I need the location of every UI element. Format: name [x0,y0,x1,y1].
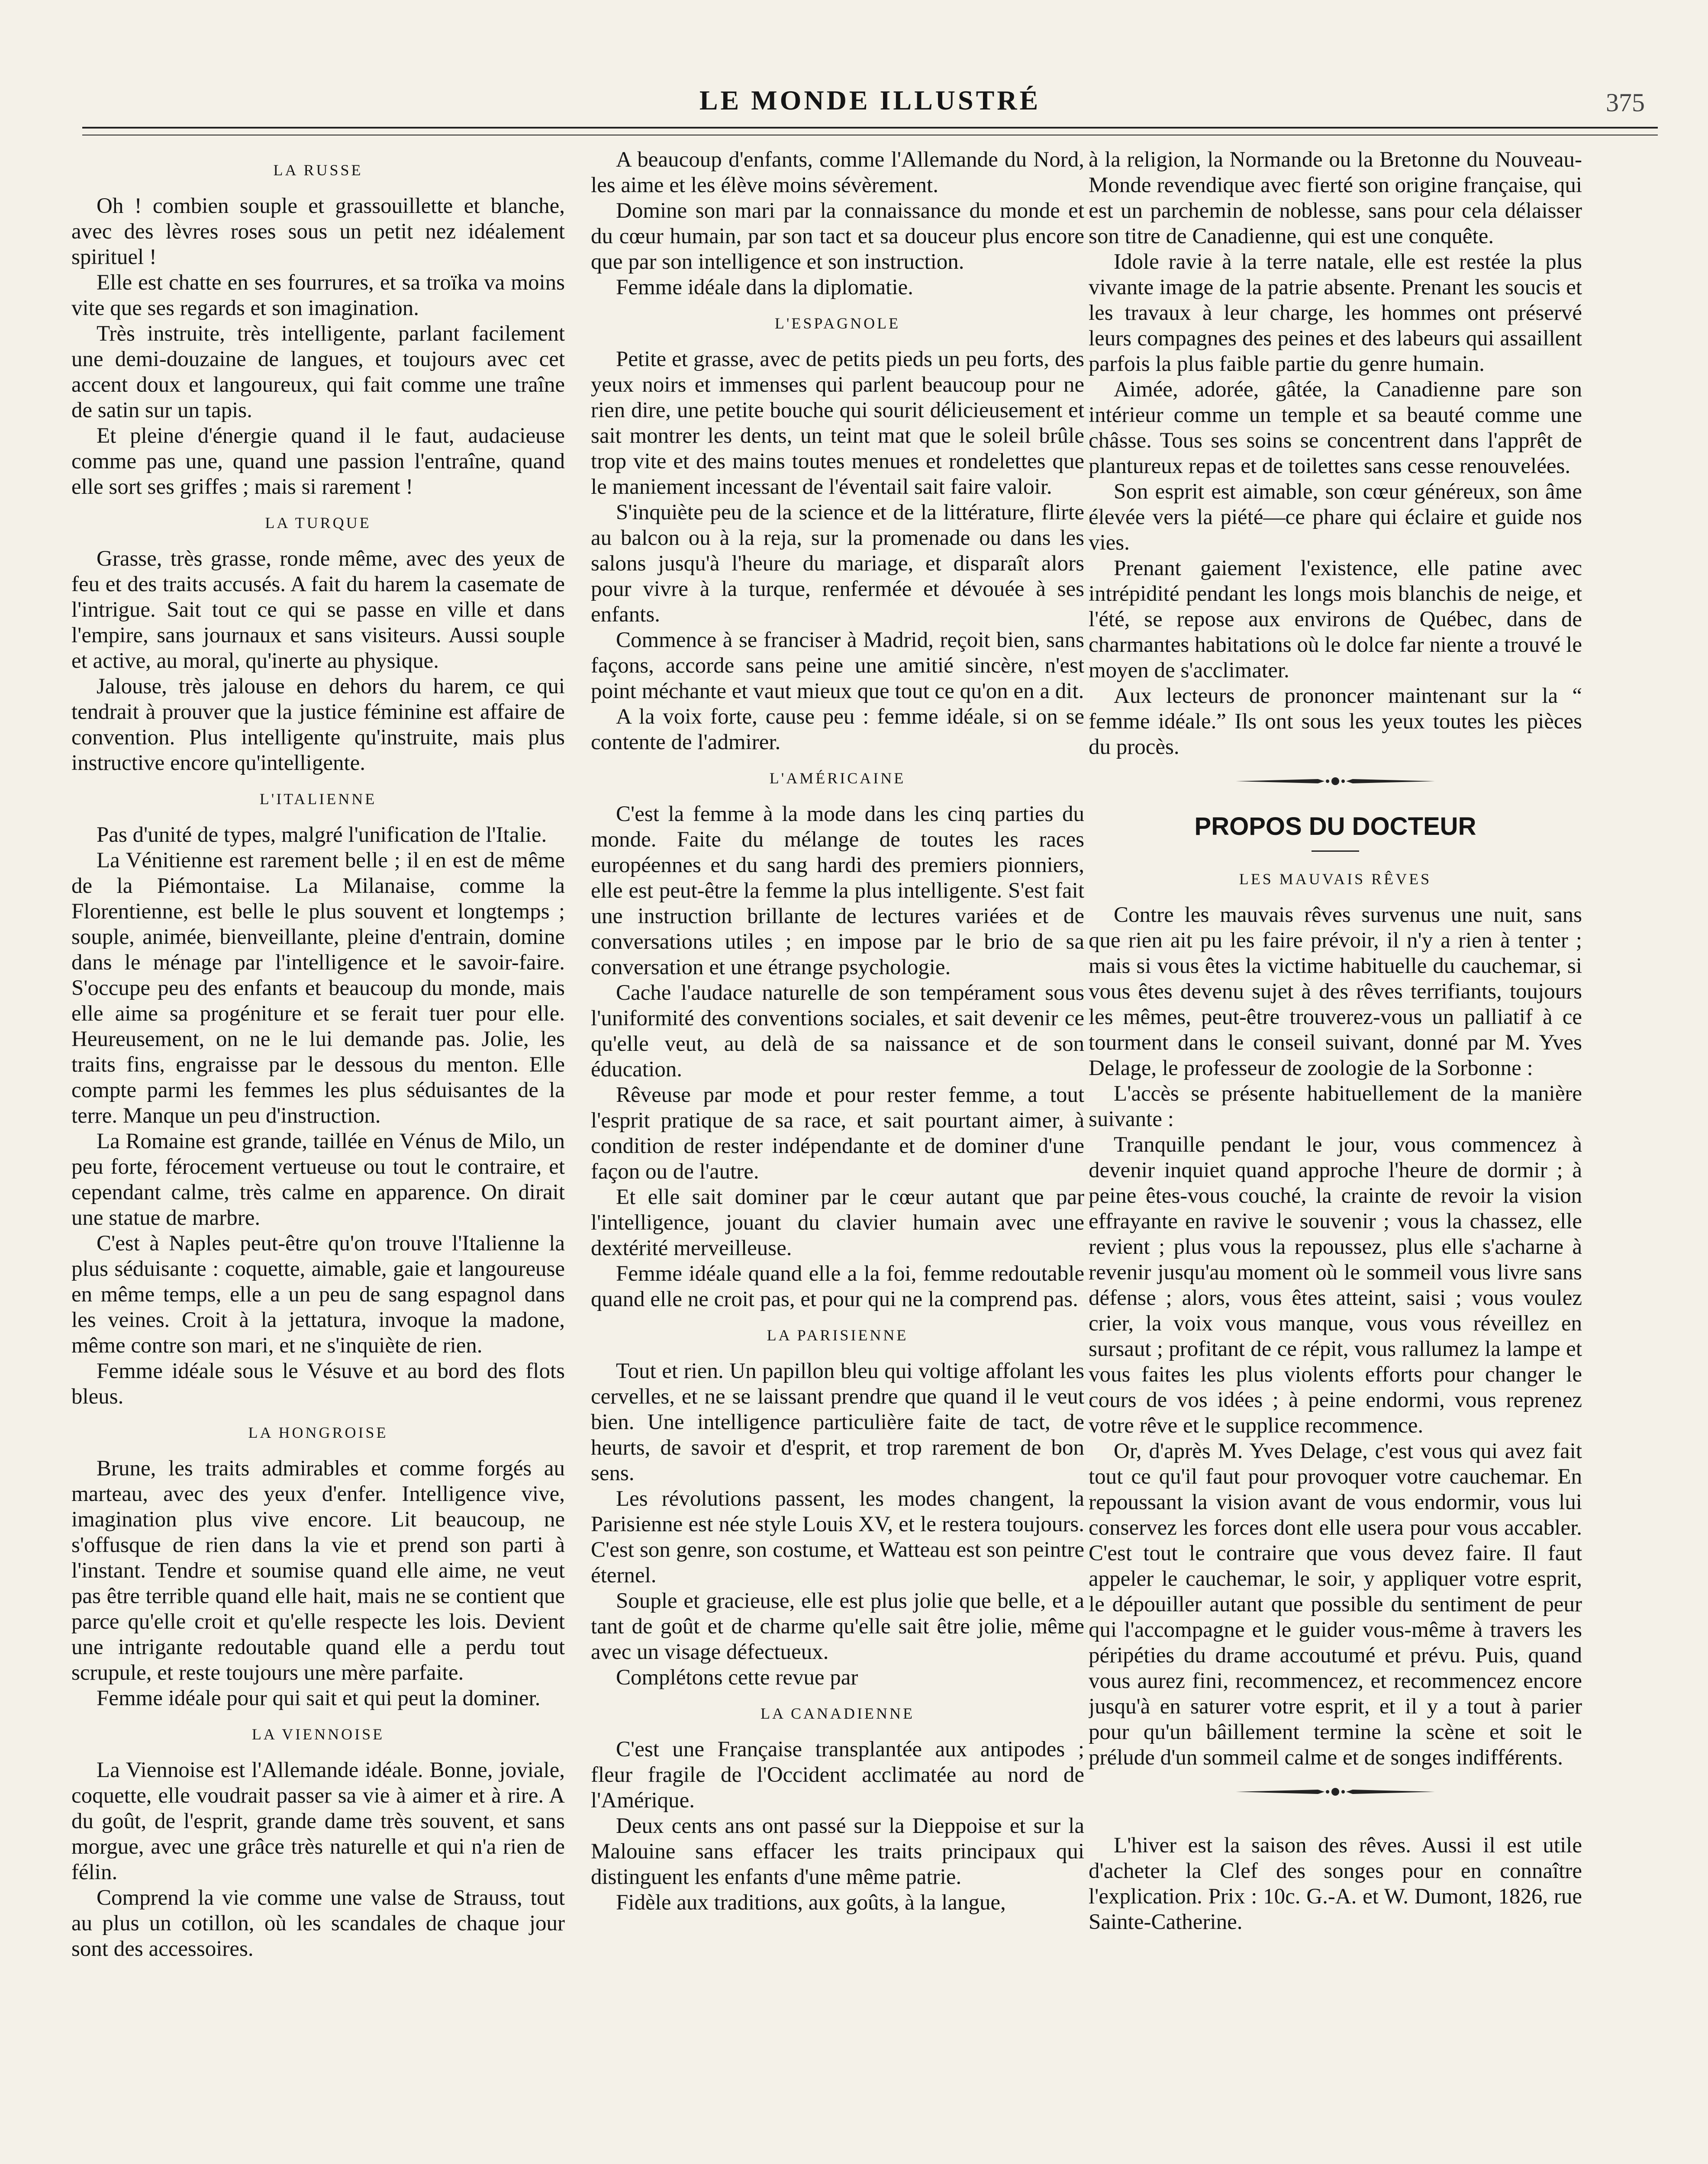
paragraph: Deux cents ans ont passé sur la Dieppoise et sur la Malouine sans effacer les traits principaux qui distinguent les enfants d'une même patrie. [591,1814,1084,1889]
paragraph: Les révolutions passent, les modes changent, la Parisienne est née style Louis XV, et le restera toujours. C'est son genre, son costume, et Watteau est son peintre éternel. [591,1487,1084,1588]
ornament-divider-icon [1236,1785,1435,1798]
paragraph: Et elle sait dominer par le cœur autant que par l'intelligence, jouant du clavier humain avec une dextérité merveilleuse. [591,1185,1084,1260]
paragraph: La Vénitienne est rarement belle ; il en est de même de la Piémontaise. La Milanaise, comme la Florentienne, est belle le plus souvent et longtemps ; souple, animée, bienveillante, pleine d'entrain, domine dans le ménage par l'intelligence et le savoir-faire. S'occupe peu des enfants et beaucoup du monde, mais elle aime sa progéniture et se ferait tuer pour elle. Heureusement, on ne le lui demande pas. Jolie, les traits fins, engraisse par le dessous du menton. Elle compte parmi les femmes les plus séduisantes de la terre. Manque un peu d'instruction. [71,848,565,1128]
paragraph: Pas d'unité de types, malgré l'unification de l'Italie. [97,823,547,847]
section-heading-russe: LA RUSSE [273,161,363,179]
section-heading-docteur: PROPOS DU DOCTEUR [1194,812,1476,840]
paragraph: Et pleine d'énergie quand il le faut, audacieuse comme pas une, quand une passion l'entraîne, quand elle sort ses griffes ; mais si rarement ! [71,424,565,499]
paragraph: à la religion, la Normande ou la Bretonne du Nouveau-Monde revendique avec fierté son origine française, qui est un parchemin de noblesse, sans pour cela délaisser son titre de Canadienne, qui est une conquête. [1089,148,1582,248]
ornament-divider [1089,775,1582,805]
section-heading-hongroise: LA HONGROISE [248,1424,388,1441]
paragraph: Femme idéale dans la diplomatie. [616,275,913,299]
paragraph: Aimée, adorée, gâtée, la Canadienne pare son intérieur comme un temple et sa beauté comme une châsse. Tous ses soins se concentrent dans l'apprêt de plantureux repas et de toilettes sans cesse renouvelées. [1089,377,1582,478]
paragraph: Brune, les traits admirables et comme forgés au marteau, avec des yeux d'enfer. Intelligence vive, imagination plus vive encore. Lit beaucoup, ne s'offusque de rien dans la vie et prend son parti à l'instant. Tendre et soumise quand elle aime, ne veut pas être terrible quand elle hait, mais ne se contient que parce qu'elle croit et qu'elle respecte les lois. Devient une intrigante redoutable quand elle a perdu tout scrupule, et reste toujours une mère parfaite. [71,1456,565,1685]
paragraph: C'est la femme à la mode dans les cinq parties du monde. Faite du mélange de toutes les races européennes et du sang hardi des premiers pionniers, elle est peut-être la femme la plus intelligente. S'est fait une instruction brillante de lectures variées et de conversations utiles ; en impose par le brio de sa conversation et une étrange psychologie. [591,802,1084,979]
column-1 [71,147,565,2164]
paragraph: Femme idéale quand elle a la foi, femme redoutable quand elle ne croit pas, et pour qui ne la comprend pas. [591,1262,1084,1311]
ornament-divider [1089,1785,1582,1816]
paragraph: La Viennoise est l'Allemande idéale. Bonne, joviale, coquette, elle voudrait passer sa vie à aimer et à rire. A du goût, de l'esprit, grande dame très souvent, et sans morgue, avec une grâce très naturelle et qui n'a rien de félin. [71,1758,565,1884]
paragraph: Rêveuse par mode et pour rester femme, a tout l'esprit pratique de sa race, et sait pourtant aimer, à condition de rester indépendante et de dominer d'une façon ou de l'autre. [591,1083,1084,1184]
paragraph: Contre les mauvais rêves survenus une nuit, sans que rien ait pu les faire prévoir, il n'y a rien à tenter ; mais si vous êtes la victime habituelle du cauchemar, si vous êtes devenu sujet à des rêves terrifiants, toujours les mêmes, peut-être trouverez-vous un palliatif à ce tourment dans le conseil suivant, donné par M. Yves Delage, le professeur de zoologie de la Sorbonne : [1089,903,1582,1080]
paragraph: Tranquille pendant le jour, vous commencez à devenir inquiet quand approche l'heure de dormir ; à peine êtes-vous couché, la crainte de revoir la vision effrayante en ravive le souvenir ; vous la chassez, elle revient ; plus vous la repoussez, plus elle s'acharne à revenir jusqu'au moment où le sommeil vous livre sans défense ; alors, vous êtes atteint, saisi ; vous voulez crier, la voix vous manque, vous vous réveillez en sursaut ; profitant de ce répit, vous rallumez la lampe et vous faites les plus violents efforts pour changer le cours de vos idées ; à peine endormi, vous reprenez votre rêve et le supplice recommence. [1089,1133,1582,1438]
paragraph: A beaucoup d'enfants, comme l'Allemande du Nord, les aime et les élève moins sévèrement. [591,148,1084,197]
paragraph: L'accès se présente habituellement de la manière suivante : [1089,1082,1582,1131]
page-header [82,84,1658,122]
paragraph: La Romaine est grande, taillée en Vénus de Milo, un peu forte, férocement vertueuse ou tout le contraire, et cependant calme, très calme en apparence. On dirait une statue de marbre. [71,1129,565,1230]
sub-heading-mauvais-reves: LES MAUVAIS RÊVES [1239,870,1432,888]
paragraph: Fidèle aux traditions, aux goûts, à la langue, [616,1890,1006,1915]
paragraph: Prenant gaiement l'existence, elle patine avec intrépidité pendant les longs mois blanchis de neige, et l'été, se repose aux environs de Québec, dans de charmantes habitations où le dolce far niente a trouvé le moyen de s'acclimater. [1089,556,1582,683]
section-heading-italienne: L'ITALIENNE [259,790,377,808]
paragraph: Très instruite, très intelligente, parlant facilement une demi-douzaine de langues, et toujours avec cet accent doux et langoureux, qui fait comme une traîne de satin sur un tapis. [71,322,565,422]
column-3 [1089,147,1582,2164]
paragraph: Commence à se franciser à Madrid, reçoit bien, sans façons, accorde sans peine une amitié sincère, n'est point méchante et vaut mieux que tout ce qu'on en a dit. [591,628,1084,703]
paragraph: Comprend la vie comme une valse de Strauss, tout au plus un cotillon, où les scandales de chaque jour sont des accessoires. [71,1886,565,1961]
section-heading-viennoise: LA VIENNOISE [251,1726,385,1743]
paragraph: Grasse, très grasse, ronde même, avec des yeux de feu et des traits accusés. A fait du harem la casemate de l'intrigue. Sait tout ce qui se passe en ville et dans l'empire, sans journaux et sans visiteurs. Aussi souple et active, au moral, qu'inerte au physique. [71,547,565,673]
section-heading-americaine: L'AMÉRICAINE [769,770,906,787]
paragraph: C'est une Française transplantée aux antipodes ; fleur fragile de l'Occident acclimatée au nord de l'Amérique. [591,1737,1084,1813]
paragraph: Oh ! combien souple et grassouillette et blanche, avec des lèvres roses sous un petit nez idéalement spirituel ! [71,194,565,269]
paragraph: S'inquiète peu de la science et de la littérature, flirte au balcon ou à la reja, sur la promenade ou dans les salons jusqu'à l'heure du mariage, et disparaît alors pour vivre à la turque, renfermée et dévouée à ses enfants. [591,500,1084,627]
paragraph: Jalouse, très jalouse en dehors du harem, ce qui tendrait à prouver que la justice féminine est affaire de convention. Plus intelligente qu'instruite, mais plus instructive encore qu'intelligente. [71,674,565,775]
header-double-rule [82,127,1658,135]
paragraph: Femme idéale sous le Vésuve et au bord des flots bleus. [71,1359,565,1409]
section-heading-espagnole: L'ESPAGNOLE [774,315,901,332]
paragraph: Souple et gracieuse, elle est plus jolie que belle, et a tant de goût et de charme qu'elle sait être jolie, même avec un visage défectueux. [591,1589,1084,1664]
column-2 [591,147,1084,2164]
paragraph: C'est à Naples peut-être qu'on trouve l'Italienne la plus séduisante : coquette, aimable, gaie et langoureuse en même temps, elle a un peu de sang espagnol dans les veines. Croit à la jettatura, invoque la madone, même contre son mari, et ne s'inquiète de rien. [71,1231,565,1358]
paragraph: Elle est chatte en ses fourrures, et sa troïka va moins vite que ses regards et son imagination. [71,270,565,320]
paragraph: Idole ravie à la terre natale, elle est restée la plus vivante image de la patrie absente. Prenant les soucis et les travaux à leur charge, les hommes ont préservé leurs compagnes des peines et des labeurs qui assaillent parfois la plus faible partie du genre humain. [1089,250,1582,376]
paragraph: A la voix forte, cause peu : femme idéale, si on se contente de l'admirer. [591,705,1084,754]
paragraph: Petite et grasse, avec de petits pieds un peu forts, des yeux noirs et immenses qui parlent beaucoup pour ne rien dire, une petite bouche qui sourit délicieusement et sait montrer les dents, un teint mat que le soleil brûle trop vite et des mains toutes menues et rondelettes que le maniement incessant de l'éventail sait faire valoir. [591,347,1084,499]
section-heading-parisienne: LA PARISIENNE [767,1327,909,1344]
paragraph: Cache l'audace naturelle de son tempérament sous l'uniformité des conventions sociales, et sait devenir ce qu'elle veut, au delà de sa naissance et de son éducation. [591,981,1084,1082]
advertisement: L'hiver est la saison des rêves. Aussi il est utile d'acheter la Clef des songes pour en connaître l'explication. Prix : 10c. G.-A. et W. Dumont, 1826, rue Sainte-Catherine. [1089,1833,1582,1934]
journal-title: LE MONDE ILLUSTRÉ [699,85,1041,116]
section-heading-canadienne: LA CANADIENNE [761,1705,915,1722]
paragraph: Complétons cette revue par [616,1665,858,1690]
paragraph: Son esprit est aimable, son cœur généreux, son âme élevée vers la piété—ce phare qui éclaire et guide nos vies. [1089,480,1582,555]
page-number: 375 [1606,88,1645,117]
ornament-divider-icon [1236,775,1435,788]
section-heading-turque: LA TURQUE [265,514,371,531]
paragraph: Tout et rien. Un papillon bleu qui voltige affolant les cervelles, et ne se laissant prendre que quand il le veut bien. Une intelligence particulière faite de tact, de heurts, de savoir et d'esprit, et trop rarement de bon sens. [591,1359,1084,1485]
paragraph: Femme idéale pour qui sait et qui peut la dominer. [97,1686,541,1710]
paragraph: Aux lecteurs de prononcer maintenant sur la “ femme idéale.” Ils ont sous les yeux toutes les pièces du procès. [1089,684,1582,759]
paragraph: Domine son mari par la connaissance du monde et du cœur humain, par son tact et sa douceur plus encore que par son intelligence et son instruction. [591,199,1084,274]
short-rule [1312,850,1359,852]
paragraph: Or, d'après M. Yves Delage, c'est vous qui avez fait tout ce qu'il faut pour provoquer votre cauchemar. En repoussant la vision avant de vous endormir, vous lui conservez les forces dont elle usera pour vous accabler. C'est tout le contraire que vous devez faire. Il faut appeler le cauchemar, le soir, y appliquer votre esprit, le dépouiller autant que possible du sentiment de peur qui l'accompagne et le guider vous-même à travers les péripéties du drame accoutumé et prévu. Puis, quand vous aurez fini, recommencez, et recommencez encore jusqu'à en saturer votre esprit, et il y a tout à parier pour qu'un bâillement termine la scène et soit le prélude d'un sommeil calme et de songes indifférents. [1089,1439,1582,1770]
